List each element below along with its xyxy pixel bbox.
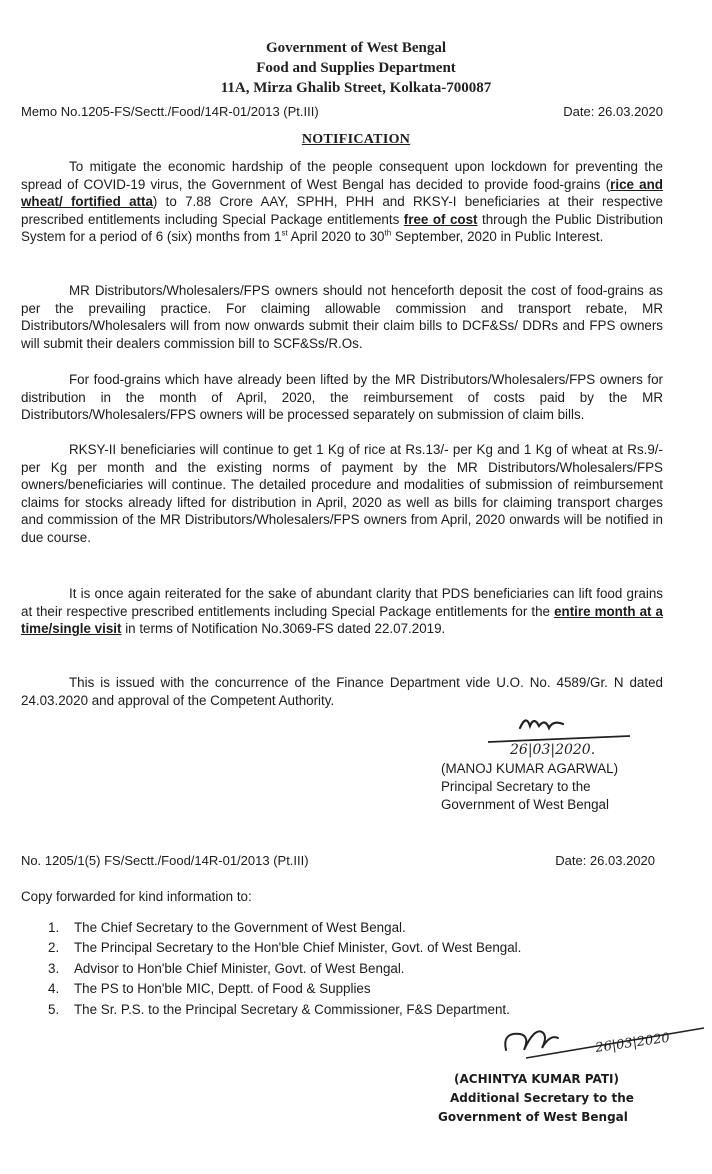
paragraph-6: This is issued with the concurrence of the Finance Department vide U.O. No. 4589/Gr. N dated 24.03.2020 and approval of the Competent Authority.	[21, 675, 663, 708]
recipient-list	[48, 918, 521, 1020]
notification-title: NOTIFICATION	[301, 132, 411, 147]
paragraph-3: For food-grains which have already been lifted by the MR Distributors/Wholesalers/FPS owners for distribution in the month of April, 2020, the reimbursement of costs paid by the MR Distributors/Wholesalers/FPS owners will be processed separately on submission of claim bills.	[21, 372, 663, 423]
memo-2-number: No. 1205/1(5) FS/Sectt./Food/14R-01/2013 (Pt.III)	[21, 853, 309, 868]
paragraph-1: To mitigate the economic hardship of the people consequent upon lockdown for preventing the spread of COVID-19 virus, the Government of West Bengal has decided to provide food-grains (rice and wheat/ fortified atta) to 7.88 Crore AAY, SPHH, PHH and RKSY-I beneficiaries at their respective prescribed entitlements including Special Package entitlements free of cost through the Public Distribution System for a period of 6 (six) months from 1st April 2020 to 30th September, 2020 in Public Interest.	[21, 159, 663, 245]
memo-2-line	[21, 853, 663, 868]
signatory-2	[0, 1070, 712, 1127]
paragraph-4: RKSY-II beneficiaries will continue to get 1 Kg of rice at Rs.13/- per Kg and 1 Kg of wheat at Rs.9/- per Kg per month and the existing norms of payment by the MR Distributors/Wholesalers/FPS owners/beneficiaries will continue. The detailed procedure and modalities of submission of reimbursement claims for stocks already lifted for distribution in April, 2020 as well as bills for claiming transport charges and commission of the MR Distributors/Wholesalers/FPS owners from April, 2020 onwards will be notified in due course.	[21, 442, 663, 545]
free-of-cost-emphasis: free of cost	[403, 211, 478, 227]
signature-2-date: 26|03|2020	[594, 1030, 671, 1056]
list-item: 1. The Chief Secretary to the Government of West Bengal.	[48, 920, 406, 935]
signatory-1	[441, 760, 618, 814]
letterhead-address: 11A, Mirza Ghalib Street, Kolkata-700087	[220, 80, 492, 96]
letterhead	[0, 38, 712, 98]
handwritten-signature-2	[496, 1010, 710, 1070]
signatory-2-government: Government of West Bengal	[438, 1110, 628, 1124]
letterhead-government: Government of West Bengal	[265, 40, 447, 56]
memo-date: Date: 26.03.2020	[563, 104, 663, 119]
copy-forwarded-label: Copy forwarded for kind information to:	[21, 889, 252, 904]
memo-line	[21, 104, 663, 119]
paragraph-5: It is once again reiterated for the sake of abundant clarity that PDS beneficiaries can lift food grains at their respective prescribed entitlements including Special Package entitlements for the entire month at a time/single visit in terms of Notification No.3069-FS dated 22.07.2019.	[21, 586, 663, 637]
signatory-1-designation: Principal Secretary to the	[441, 779, 591, 794]
memo-2-date: Date: 26.03.2020	[555, 853, 655, 868]
list-item: 3. Advisor to Hon'ble Chief Minister, Govt. of West Bengal.	[48, 960, 405, 976]
list-item: 5. The Sr. P.S. to the Principal Secretary & Commissioner, F&S Department.	[48, 1001, 510, 1017]
list-item: 2. The Principal Secretary to the Hon'ble Chief Minister, Govt. of West Bengal.	[48, 940, 522, 956]
entire-month-emphasis: entire month at a time/single visit	[21, 603, 663, 637]
signature-1-date: 26|03|2020.	[510, 742, 596, 758]
memo-number: Memo No.1205-FS/Sectt./Food/14R-01/2013 (Pt.III)	[21, 104, 319, 119]
signatory-1-government: Government of West Bengal	[441, 797, 609, 812]
list-item: 4. The PS to Hon'ble MIC, Deptt. of Food & Supplies	[48, 981, 371, 997]
signatory-2-designation: Additional Secretary to the	[450, 1091, 634, 1105]
handwritten-signature-1	[480, 708, 650, 760]
paragraph-2: MR Distributors/Wholesalers/FPS owners should not henceforth deposit the cost of food-grains as per the prevailing practice. For claiming allowable commission and transport rebate, MR Distributors/Wholesalers will from now onwards submit their claim bills to DCF&Ss/ DDRs and FPS owners will submit their dealers commission bill to SCF&Ss/R.Os.	[21, 283, 663, 351]
signatory-1-name: (MANOJ KUMAR AGARWAL)	[441, 761, 619, 776]
rice-wheat-emphasis: rice and wheat/ fortified atta	[21, 176, 663, 210]
letterhead-department: Food and Supplies Department	[256, 60, 456, 76]
signatory-2-name: (ACHINTYA KUMAR PATI)	[454, 1072, 619, 1086]
